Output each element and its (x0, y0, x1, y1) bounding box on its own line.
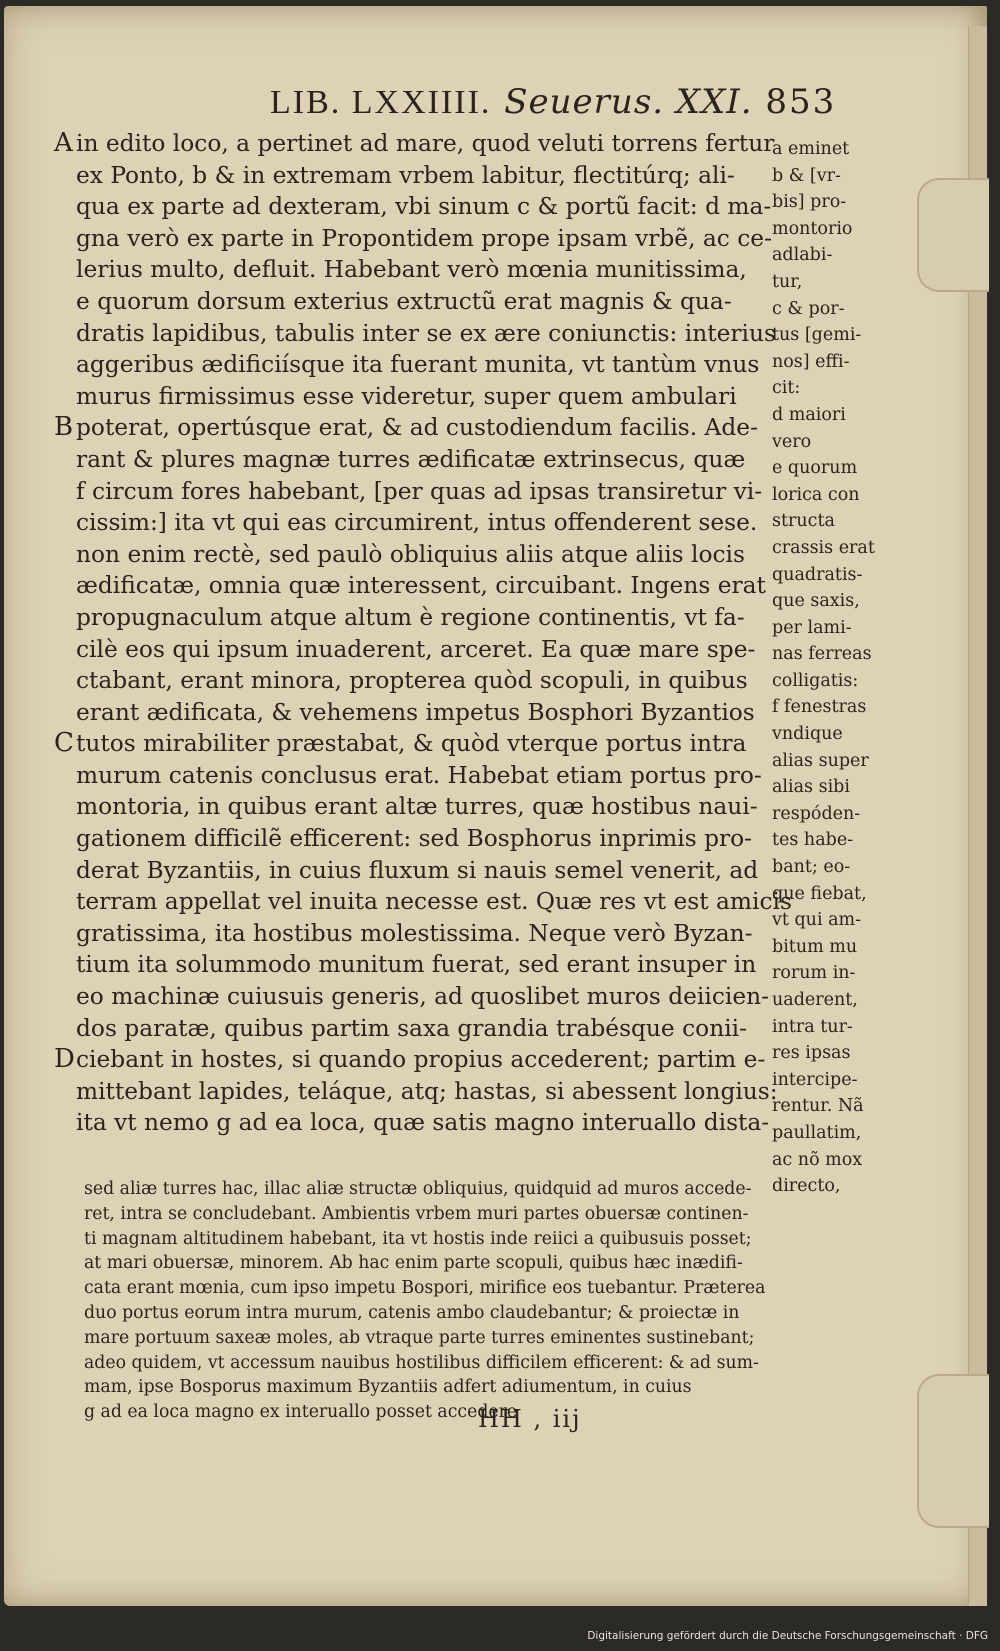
text-line (58, 886, 793, 918)
marginal-note-line: que saxis, (772, 591, 860, 612)
text-line (58, 507, 793, 539)
text-line-content: ita vt nemo g ad ea loca, quæ satis magno interuallo dista- (76, 1109, 770, 1137)
marginal-note-line: directo, (772, 1176, 841, 1197)
marginal-note-line: lorica con (772, 484, 860, 505)
marginal-note-line: colligatis: (772, 670, 859, 691)
marginal-note-line: quadratis- (772, 564, 863, 585)
marginal-note-line: nos] effi- (772, 351, 850, 372)
section-letter: B (54, 412, 74, 443)
marginal-note-line: vero (772, 431, 812, 452)
marginal-note-line: tur, (772, 271, 803, 292)
text-line-content: tium ita solummodo munitum fuerat, sed erant insuper in (76, 951, 757, 979)
footnote-line: at mari obuersæ, minorem. Ab hac enim parte scopuli, quibus hæc inædifi- (84, 1253, 743, 1274)
text-line (54, 1044, 793, 1076)
marginal-note-line: bant; eo- (772, 857, 851, 878)
marginal-note-line: adlabi- (772, 245, 833, 266)
marginal-note-line: res ipsas (772, 1043, 851, 1064)
marginal-note-line: respóden- (772, 803, 861, 824)
page-tab-marker-bottom (917, 1374, 989, 1528)
marginal-note-line: rentur. Nã (772, 1096, 864, 1117)
text-line (58, 570, 793, 602)
text-line (58, 665, 793, 697)
text-line (58, 634, 793, 666)
text-line (58, 349, 793, 381)
text-line (58, 476, 793, 508)
text-line-content: eo machinæ cuiusuis generis, ad quoslibet muros deiicien- (76, 983, 769, 1011)
marginal-note-line: a eminet (772, 139, 850, 159)
page-number: 853 (765, 82, 837, 122)
text-line-content: murum catenis conclusus erat. Habebat etiam portus pro- (76, 761, 762, 789)
text-line-content: in edito loco, a pertinet ad mare, quod veluti torrens fertur (76, 130, 775, 157)
section-letter: A (54, 128, 73, 158)
digitization-footer (0, 1608, 1000, 1651)
marginal-note-line: structa (772, 511, 835, 532)
marginal-note-line: ac nõ mox (772, 1149, 863, 1170)
text-line-content: e quorum dorsum exterius extructũ erat magnis & qua- (76, 287, 732, 315)
text-line-content: propugnaculum atque altum è regione continentis, vt fa- (76, 603, 745, 631)
marginal-note-line: vndique (772, 724, 843, 745)
text-line-content: qua ex parte ad dexteram, vbi sinum c & portũ facit: d ma- (76, 193, 772, 221)
text-line-content: gationem difficilẽ efficerent: sed Bosphorus inprimis pro- (76, 825, 753, 853)
marginal-note-line: paullatim, (772, 1122, 862, 1143)
text-line-content: gna verò ex parte in Propontidem prope ipsam vrbẽ, ac ce- (76, 224, 772, 252)
text-line-content: cissim:] ita vt qui eas circumirent, intus offenderent sese. (76, 509, 758, 537)
text-line (58, 855, 793, 887)
text-line-content: f circum fores habebant, [per quas ad ipsas transiretur vi- (76, 477, 763, 505)
footnote-line: mam, ipse Bosporus maximum Byzantiis adfert adiumentum, in cuius (84, 1377, 692, 1398)
marginal-note-line: tus [gemi- (772, 325, 862, 346)
marginal-note-line: uaderent, (772, 990, 858, 1010)
marginal-note-line: alias super (772, 750, 869, 771)
text-line-content: lerius multo, defluit. Habebant verò mœnia munitissima, (76, 256, 747, 284)
marginal-note-line: vt qui am- (772, 910, 862, 931)
text-line (58, 318, 793, 350)
marginal-note-line: crassis erat (772, 537, 875, 558)
text-line-content: montoria, in quibus erant altæ turres, quæ hostibus naui- (76, 793, 758, 821)
footer-credit: Digitalisierung gefördert durch die Deutsche Forschungsgemeinschaft · DFG (587, 1630, 988, 1642)
text-line (58, 602, 793, 634)
text-line (54, 728, 793, 760)
text-line (58, 981, 793, 1013)
signature-mark: HH , iij (478, 1405, 582, 1433)
marginal-note-line: rorum in- (772, 963, 856, 984)
page-tab-marker-top (917, 178, 989, 292)
text-line (58, 1013, 793, 1045)
text-line (58, 381, 793, 413)
text-line (58, 223, 793, 255)
text-line (58, 254, 793, 286)
section-letter: C (54, 728, 74, 759)
text-line-content: gratissima, ita hostibus molestissima. Neque verò Byzan- (76, 919, 753, 947)
text-line (58, 539, 793, 571)
marginal-note-line: montorio (772, 218, 853, 239)
section-letter: D (54, 1044, 75, 1075)
marginal-note-line: intercipe- (772, 1069, 858, 1090)
marginal-notes (772, 136, 892, 1200)
text-line (58, 949, 793, 981)
marginal-note-line: bis] pro- (772, 192, 847, 213)
text-line-content: poterat, opertúsque erat, & ad custodiendum facilis. Ade- (76, 414, 758, 442)
text-line-content: erant ædificata, & vehemens impetus Bosphori Byzantios (76, 698, 755, 726)
footnote-line: cata erant mœnia, cum ipso impetu Bospori, mirifice eos tuebantur. Præterea (84, 1278, 766, 1299)
marginal-note-line: per lami- (772, 617, 852, 638)
running-header (270, 82, 837, 122)
text-line (58, 823, 793, 855)
text-line-content: murus firmissimus esse videretur, super quem ambulari (76, 382, 737, 410)
marginal-note-line: alias sibi (772, 777, 850, 798)
marginal-note-line: tes habe- (772, 830, 854, 851)
text-line (58, 191, 793, 223)
marginal-note-line: e quorum (772, 458, 858, 479)
text-line-content: ciebant in hostes, si quando propius accederent; partim e- (76, 1046, 766, 1074)
main-text-block (54, 128, 793, 1139)
footnote-line: duo portus eorum intra murum, catenis ambo claudebantur; & proiectæ in (84, 1302, 740, 1323)
footnote-line: mare portuum saxeæ moles, ab vtraque parte turres eminentes sustinebant; (84, 1327, 755, 1348)
footnote-line: ret, intra se concludebant. Ambientis vrbem muri partes obuersæ continen- (84, 1203, 749, 1224)
text-line-content: dratis lapidibus, tabulis inter se ex ære coniunctis: interius (76, 319, 776, 347)
text-line (58, 444, 793, 476)
marginal-note-line: intra tur- (772, 1016, 853, 1037)
text-line (54, 128, 793, 160)
marginal-note-line: b & [vr- (772, 165, 841, 186)
text-line-content: tutos mirabiliter præstabat, & quòd vterque portus intra (76, 730, 747, 758)
text-line (58, 160, 793, 192)
text-line (58, 1107, 793, 1139)
text-line-content: ædificatæ, omnia quæ interessent, circuibant. Ingens erat (76, 572, 766, 600)
footnote-line: ti magnam altitudinem habebant, ita vt hostis inde reiici a quibusuis posset; (84, 1228, 752, 1249)
text-line-content: derat Byzantiis, in cuius fluxum si nauis semel venerit, ad (76, 856, 759, 884)
marginal-note-line: c & por- (772, 298, 845, 319)
text-line-content: terram appellat vel inuita necesse est. Quæ res vt est amicis (76, 888, 792, 916)
text-line (58, 760, 793, 792)
marginal-note-line: d maiori (772, 404, 846, 425)
text-line (58, 918, 793, 950)
text-line-content: mittebant lapides, teláque, atq; hastas, si abessent longius: (76, 1077, 778, 1105)
text-line-content: ctabant, erant minora, propterea quòd scopuli, in quibus (76, 667, 748, 695)
text-line (58, 791, 793, 823)
text-line (58, 286, 793, 318)
section-title: Seuerus. XXI. (504, 82, 753, 122)
book-number: LIB. LXXIIII. (270, 84, 492, 121)
footnote-block (84, 1177, 884, 1425)
text-line-content: ex Ponto, b & in extremam vrbem labitur, flectitúrq; ali- (76, 161, 735, 189)
text-line (54, 412, 793, 444)
marginal-note-line: que fiebat, (772, 883, 867, 904)
marginal-note-line: cit: (772, 378, 801, 399)
footnote-line: sed aliæ turres hac, illac aliæ structæ obliquius, quidquid ad muros accede- (84, 1179, 752, 1199)
text-line-content: rant & plures magnæ turres ædificatæ extrinsecus, quæ (76, 445, 746, 473)
marginal-note-line: f fenestras (772, 697, 867, 718)
text-line-content: dos paratæ, quibus partim saxa grandia trabésque conii- (76, 1014, 747, 1042)
text-line-content: cilè eos qui ipsum inuaderent, arceret. Ea quæ mare spe- (76, 635, 756, 663)
footnote-line: adeo quidem, vt accessum nauibus hostilibus difficilem efficerent: & ad sum- (84, 1352, 759, 1373)
text-line (58, 1076, 793, 1108)
text-line (58, 697, 793, 729)
marginal-note-line: bitum mu (772, 936, 858, 957)
marginal-note-line: nas ferreas (772, 644, 872, 665)
text-line-content: aggeribus ædificiísque ita fuerant munita, vt tantùm vnus (76, 351, 760, 379)
text-line-content: non enim rectè, sed paulò obliquius aliis atque aliis locis (76, 540, 745, 568)
footnote-line: g ad ea loca magno ex interuallo posset accedere (84, 1402, 518, 1423)
